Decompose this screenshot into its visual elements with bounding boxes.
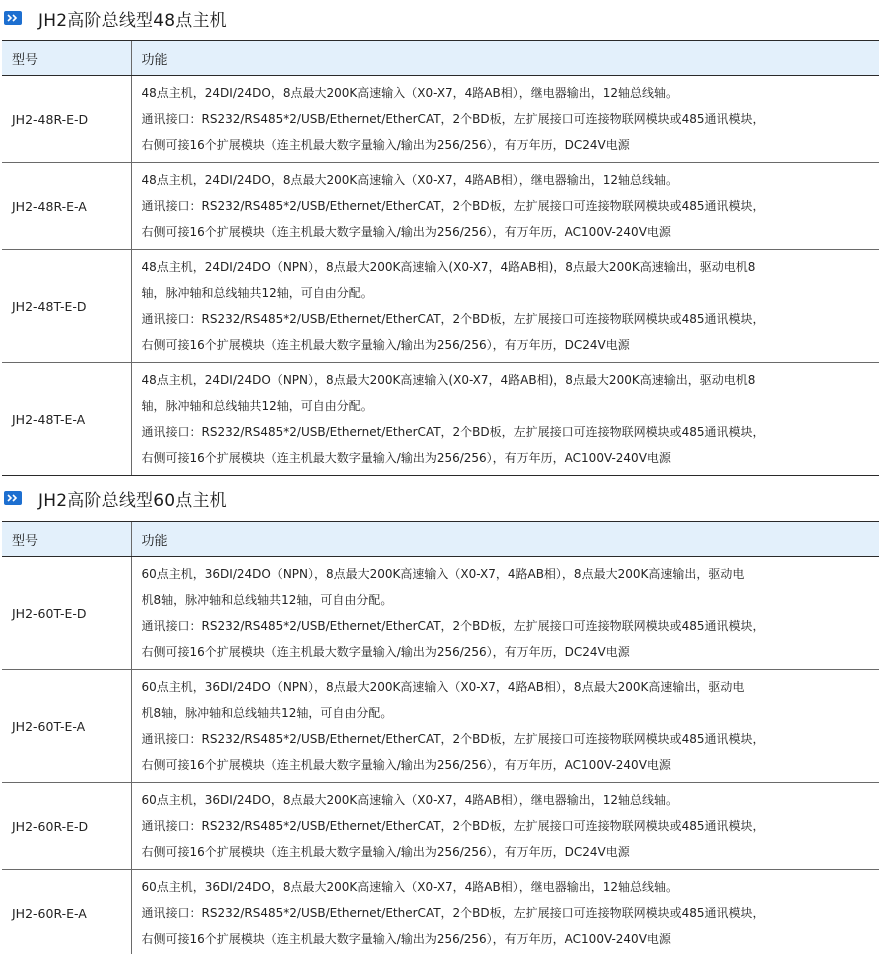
spec-table-60 — [2, 521, 879, 954]
function-cell — [131, 250, 879, 363]
model-cell: JH2-48R-E-A — [2, 163, 131, 250]
section-title: JH2高阶总线型60点主机 — [38, 490, 227, 511]
function-line: 右侧可接16个扩展模块（连主机最大数字量输入/输出为256/256），有万年历，DC24V电源 — [141, 338, 630, 352]
function-line: 60点主机，36DI/24DO，8点最大200K高速输入（X0-X7，4路AB相），继电器输出，12轴总线轴。 — [141, 880, 679, 894]
function-line: 60点主机，36DI/24DO（NPN），8点最大200K高速输入（X0-X7，4路AB相），8点最大200K高速输出，驱动电 — [141, 567, 745, 581]
function-line: 通讯接口：RS232/RS485*2/USB/Ethernet/EtherCAT，2个BD板，左扩展接口可连接物联网模块或485通讯模块， — [141, 619, 765, 633]
function-line: 通讯接口：RS232/RS485*2/USB/Ethernet/EtherCAT，2个BD板，左扩展接口可连接物联网模块或485通讯模块， — [141, 425, 765, 439]
section-heading — [0, 486, 883, 510]
function-line: 轴，脉冲轴和总线轴共12轴，可自由分配。 — [141, 286, 373, 300]
header-model: 型号 — [2, 41, 131, 76]
function-line: 60点主机，36DI/24DO，8点最大200K高速输入（X0-X7，4路AB相），继电器输出，12轴总线轴。 — [141, 793, 679, 807]
function-line: 右侧可接16个扩展模块（连主机最大数字量输入/输出为256/256），有万年历，AC100V-240V电源 — [141, 225, 671, 239]
model-cell: JH2-60T-E-D — [2, 557, 131, 670]
table-row — [2, 870, 879, 954]
table-row — [2, 557, 879, 670]
table-header-row — [2, 41, 879, 76]
table-row — [2, 250, 879, 363]
function-line: 机8轴，脉冲轴和总线轴共12轴，可自由分配。 — [141, 593, 393, 607]
function-line: 右侧可接16个扩展模块（连主机最大数字量输入/输出为256/256），有万年历，DC24V电源 — [141, 645, 630, 659]
function-line: 右侧可接16个扩展模块（连主机最大数字量输入/输出为256/256），有万年历，AC100V-240V电源 — [141, 758, 671, 772]
table-header-row — [2, 522, 879, 557]
header-function: 功能 — [131, 522, 879, 557]
model-cell: JH2-60R-E-D — [2, 783, 131, 870]
function-cell — [131, 163, 879, 250]
model-cell: JH2-60T-E-A — [2, 670, 131, 783]
header-function: 功能 — [131, 41, 879, 76]
function-cell — [131, 76, 879, 163]
function-line: 通讯接口：RS232/RS485*2/USB/Ethernet/EtherCAT，2个BD板，左扩展接口可连接物联网模块或485通讯模块， — [141, 732, 765, 746]
function-line: 轴，脉冲轴和总线轴共12轴，可自由分配。 — [141, 399, 373, 413]
function-line: 48点主机，24DI/24DO，8点最大200K高速输入（X0-X7，4路AB相），继电器输出，12轴总线轴。 — [141, 173, 679, 187]
function-cell — [131, 557, 879, 670]
function-cell — [131, 870, 879, 954]
function-cell — [131, 363, 879, 476]
function-line: 右侧可接16个扩展模块（连主机最大数字量输入/输出为256/256），有万年历，AC100V-240V电源 — [141, 932, 671, 946]
function-line: 机8轴，脉冲轴和总线轴共12轴，可自由分配。 — [141, 706, 393, 720]
model-cell: JH2-48T-E-A — [2, 363, 131, 476]
table-row — [2, 76, 879, 163]
model-cell: JH2-48T-E-D — [2, 250, 131, 363]
double-chevron-right-icon — [4, 11, 22, 25]
function-line: 右侧可接16个扩展模块（连主机最大数字量输入/输出为256/256），有万年历，DC24V电源 — [141, 845, 630, 859]
table-row — [2, 670, 879, 783]
table-row — [2, 163, 879, 250]
function-line: 通讯接口：RS232/RS485*2/USB/Ethernet/EtherCAT，2个BD板，左扩展接口可连接物联网模块或485通讯模块， — [141, 819, 765, 833]
section-heading — [0, 6, 883, 30]
function-line: 48点主机，24DI/24DO（NPN），8点最大200K高速输入(X0-X7，4路AB相)，8点最大200K高速输出，驱动电机8 — [141, 373, 756, 387]
model-cell: JH2-48R-E-D — [2, 76, 131, 163]
function-line: 右侧可接16个扩展模块（连主机最大数字量输入/输出为256/256），有万年历，AC100V-240V电源 — [141, 451, 671, 465]
function-line: 48点主机，24DI/24DO（NPN），8点最大200K高速输入(X0-X7，4路AB相)，8点最大200K高速输出，驱动电机8 — [141, 260, 756, 274]
function-line: 通讯接口：RS232/RS485*2/USB/Ethernet/EtherCAT，2个BD板，左扩展接口可连接物联网模块或485通讯模块， — [141, 199, 765, 213]
function-cell — [131, 783, 879, 870]
function-line: 通讯接口：RS232/RS485*2/USB/Ethernet/EtherCAT，2个BD板，左扩展接口可连接物联网模块或485通讯模块， — [141, 312, 765, 326]
section-48-point — [0, 6, 883, 30]
function-line: 48点主机，24DI/24DO，8点最大200K高速输入（X0-X7，4路AB相），继电器输出，12轴总线轴。 — [141, 86, 679, 100]
section-60-point — [0, 486, 883, 510]
table-row — [2, 783, 879, 870]
header-model: 型号 — [2, 522, 131, 557]
function-line: 右侧可接16个扩展模块（连主机最大数字量输入/输出为256/256），有万年历，DC24V电源 — [141, 138, 630, 152]
function-cell — [131, 670, 879, 783]
function-line: 通讯接口：RS232/RS485*2/USB/Ethernet/EtherCAT，2个BD板，左扩展接口可连接物联网模块或485通讯模块， — [141, 906, 765, 920]
model-cell: JH2-60R-E-A — [2, 870, 131, 954]
function-line: 通讯接口：RS232/RS485*2/USB/Ethernet/EtherCAT，2个BD板，左扩展接口可连接物联网模块或485通讯模块， — [141, 112, 765, 126]
double-chevron-right-icon — [4, 491, 22, 505]
function-line: 60点主机，36DI/24DO（NPN），8点最大200K高速输入（X0-X7，4路AB相），8点最大200K高速输出，驱动电 — [141, 680, 745, 694]
section-title: JH2高阶总线型48点主机 — [38, 10, 227, 31]
spec-table-48 — [2, 40, 879, 476]
table-row — [2, 363, 879, 476]
